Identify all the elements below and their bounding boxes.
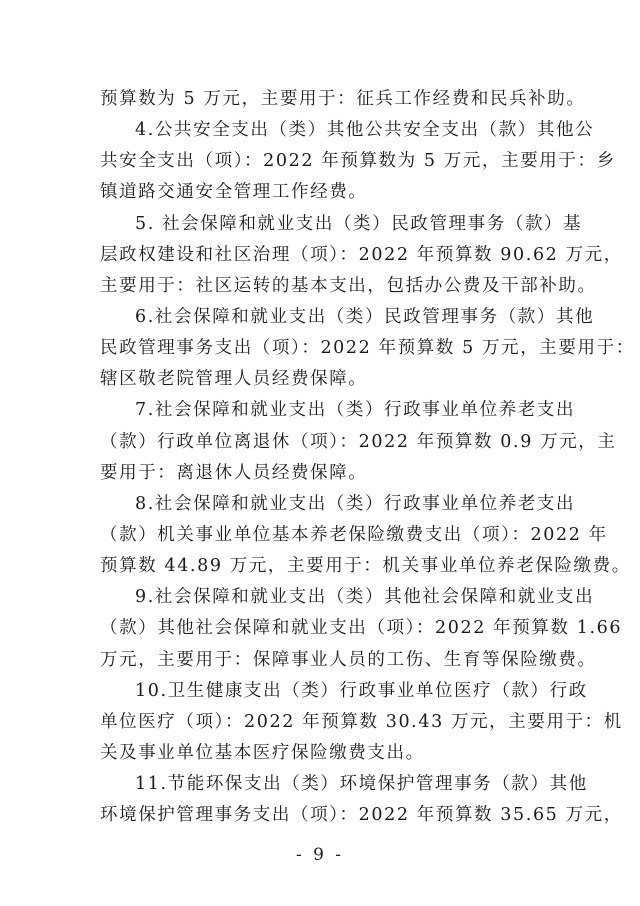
text-line: 关及事业单位基本医疗保险缴费支出。	[100, 742, 425, 763]
item-7-heading: 7.社会保障和就业支出（类）行政事业单位养老支出	[135, 400, 576, 421]
text-line: 万元，主要用于：保障事业人员的工伤、生育等保险缴费。	[100, 649, 597, 670]
text-line: （款）机关事业单位基本养老保险缴费支出（项）：2022 年	[100, 524, 608, 545]
text-line: 辖区敬老院管理人员经费保障。	[100, 369, 368, 390]
text-line: 预算数为 5 万元，主要用于：征兵工作经费和民兵补助。	[100, 89, 586, 109]
item-11-heading: 11.节能环保支出（类）环境保护管理事务（款）其他	[135, 774, 588, 795]
text-line: 层政权建设和社区治理（项）：2022 年预算数 90.62 万元，	[100, 244, 623, 265]
text-line: 环境保护管理事务支出（项）：2022 年预算数 35.65 万元，	[100, 805, 623, 826]
text-line: 预算数 44.89 万元，主要用于：机关事业单位养老保险缴费。	[100, 556, 631, 577]
text-line: 镇道路交通安全管理工作经费。	[100, 182, 368, 203]
text-line: 要用于：离退休人员经费保障。	[100, 462, 368, 483]
text-line: （款）其他社会保障和就业支出（项）：2022 年预算数 1.66	[100, 618, 623, 639]
text-line: 共安全支出（项）：2022 年预算数为 5 万元，主要用于：乡	[100, 151, 616, 172]
text-line: 主要用于：社区运转的基本支出，包括办公费及干部补助。	[100, 275, 597, 296]
item-5-heading: 5. 社会保障和就业支出（类）民政管理事务（款）基	[135, 213, 583, 234]
item-9-heading: 9.社会保障和就业支出（类）其他社会保障和就业支出	[135, 587, 595, 608]
item-4-heading: 4.公共安全支出（类）其他公共安全支出（款）其他公	[135, 120, 595, 141]
item-6-heading: 6.社会保障和就业支出（类）民政管理事务（款）其他	[135, 306, 595, 327]
text-line: 民政管理事务支出（项）：2022 年预算数 5 万元，主要用于：	[100, 338, 635, 359]
text-line: （款）行政单位离退休（项）：2022 年预算数 0.9 万元，主	[100, 431, 617, 452]
item-8-heading: 8.社会保障和就业支出（类）行政事业单位养老支出	[135, 493, 576, 514]
item-10-heading: 10.卫生健康支出（类）行政事业单位医疗（款）行政	[135, 680, 588, 701]
page-number: - 9 -	[295, 845, 345, 865]
text-line: 单位医疗（项）：2022 年预算数 30.43 万元，主要用于：机	[100, 711, 623, 732]
